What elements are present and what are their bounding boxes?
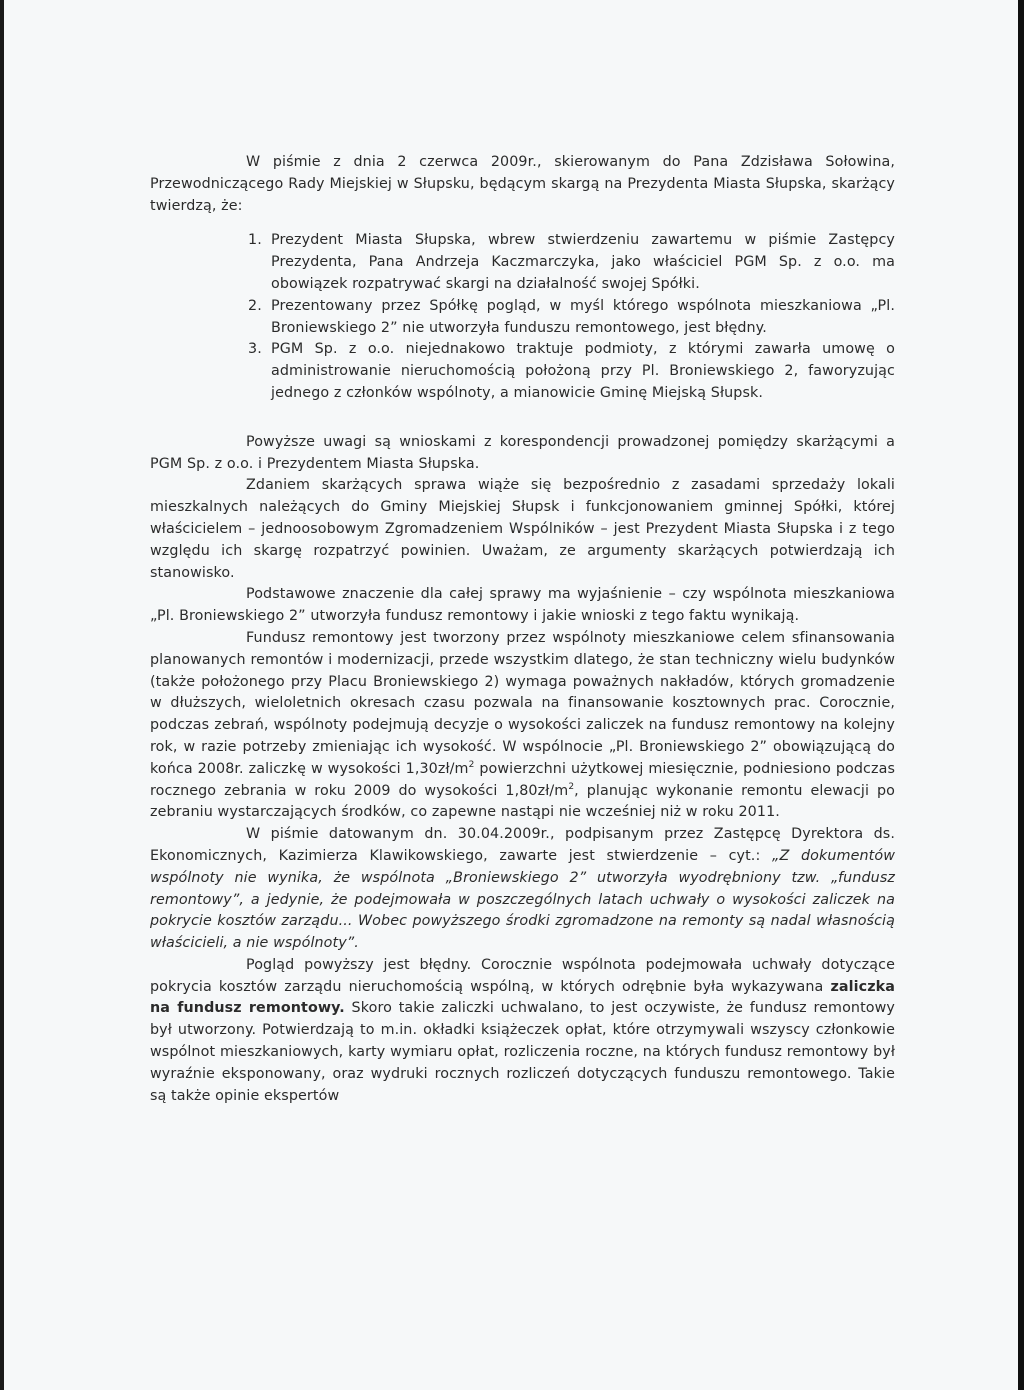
- paragraph-uwagi: Powyższe uwagi są wnioskami z korespondencji prowadzonej pomiędzy skarżącymi a PGM Sp. z o.o. i Prezydentem Miasta Słupska.: [150, 433, 895, 472]
- paragraph-podstawowe: Podstawowe znaczenie dla całej sprawy ma wyjaśnienie – czy wspólnota mieszkaniowa „Pl. Broniewskiego 2” utworzyła fundusz remontowy i jakie wnioski z tego faktu wynikają.: [150, 586, 895, 625]
- superscript-2: 2: [468, 759, 475, 770]
- scan-edge-right: [1018, 0, 1024, 1390]
- fundusz-text-3: , planując wykonanie remontu elewacji po zebraniu wystarczających środków, co zapewne nastąpi nie wcześniej niż w roku 2011.: [150, 782, 895, 821]
- superscript-2: 2: [568, 781, 575, 792]
- list-item: [150, 296, 895, 340]
- list-item: [150, 230, 895, 295]
- paragraph-fundusz: [150, 628, 895, 824]
- list-item-text: Prezydent Miasta Słupska, wbrew stwierdzeniu zawartemu w piśmie Zastępcy Prezydenta, Pana Andrzeja Kaczmarczyka, jako właściciel PGM Sp. z o.o. ma obowiązek rozpatrywać skargi na działalność swojej Spółki.: [271, 232, 895, 292]
- intro-paragraph: W piśmie z dnia 2 czerwca 2009r., skierowanym do Pana Zdzisława Sołowina, Przewodniczącego Rady Miejskiej w Słupsku, będącym skargą na Prezydenta Miasta Słupska, skarżący twierdzą, że:: [150, 154, 895, 214]
- list-item: [150, 339, 895, 404]
- pismie-text: W piśmie datowanym dn. 30.04.2009r., podpisanym przez Zastępcę Dyrektora ds. Ekonomicznych, Kazimierza Klawikowskiego, zawarte jest stwierdzenie – cyt.:: [150, 826, 895, 864]
- poglad-text-1: Pogląd powyższy jest błędny. Corocznie wspólnota podejmowała uchwały dotyczące pokrycia kosztów zarządu nieruchomością wspólną, w których odrębnie była wykazywana: [150, 956, 895, 995]
- pismie-quote: „Z dokumentów wspólnoty nie wynika, że wspólnota „Broniewskiego 2” utworzyła wyodrębniony tzw. „fundusz remontowy”, a jedynie, że podejmowała w poszczególnych latach uchwały o wysokości zaliczek na pokrycie kosztów zarządu... Wobec powyższego środki zgromadzone na remonty są nadal własnością właścicieli, a nie wspólnoty”.: [150, 847, 895, 952]
- fundusz-text-2: powierzchni użytkowej miesięcznie, podniesiono podczas rocznego zebrania w roku 2009 do wysokości 1,80zł/m: [150, 760, 895, 799]
- paragraph-zdaniem: Zdaniem skarżących sprawa wiąże się bezpośrednio z zasadami sprzedaży lokali mieszkalnych należących do Gminy Miejskiej Słupsk i funkcjonowaniem gminnej Spółki, której właścicielem – jednoosobowym Zgromadzeniem Wspólników – jest Prezydent Miasta Słupska i z tego względu ich skargę rozpatrzyć powinien. Uważam, ze argumenty skarżących potwierdzają ich stanowisko.: [150, 477, 895, 581]
- list-item-text: PGM Sp. z o.o. niejednakowo traktuje podmioty, z którymi zawarła umowę o administrowanie nieruchomością położoną przy Pl. Broniewskiego 2, faworyzując jednego z członków wspólnoty, a mianowicie Gminę Miejską Słupsk.: [271, 341, 895, 401]
- paragraph-pismie: [150, 824, 895, 955]
- paragraph-poglad: [150, 955, 895, 1108]
- list-item-number: 1.: [248, 232, 262, 249]
- scan-edge-left: [0, 0, 4, 1390]
- list-item-number: 3.: [248, 341, 262, 358]
- list-item-text: Prezentowany przez Spółkę pogląd, w myśl którego wspólnota mieszkaniowa „Pl. Broniewskiego 2” nie utworzyła funduszu remontowego, jest błędny.: [271, 297, 895, 336]
- claims-list: [150, 230, 895, 404]
- list-item-number: 2.: [248, 297, 262, 314]
- document-body: [150, 152, 895, 1107]
- fundusz-text-1: Fundusz remontowy jest tworzony przez wspólnoty mieszkaniowe celem sfinansowania planowanych remontów i modernizacji, przede wszystkim dlatego, że stan techniczny wielu budynków (także położonego przy Placu Broniewskiego 2) wymaga poważnych nakładów, których gromadzenie w dłuższych, wieloletnich okresach czasu pozwala na finansowanie kosztownych prac. Corocznie, podczas zebrań, wspólnoty podejmują decyzje o wysokości zaliczek na fundusz remontowy na kolejny rok, w razie potrzeby zmieniając ich wysokość. W wspólnocie „Pl. Broniewskiego 2” obowiązującą do końca 2008r. zaliczkę w wysokości 1,30zł/m: [150, 629, 895, 777]
- poglad-text-2: Skoro takie zaliczki uchwalano, to jest oczywiste, że fundusz remontowy był utworzony. Potwierdzają to m.in. okładki książeczek opłat, które otrzymywali wszyscy członkowie wspólnot mieszkaniowych, karty wymiaru opłat, rozliczenia roczne, na których fundusz remontowy był wyraźnie eksponowany, oraz wydruki rocznych rozliczeń dotyczących funduszu remontowego. Takie są także opinie ekspertów: [150, 1000, 895, 1104]
- poglad-bold: zaliczka na fundusz remontowy.: [150, 978, 895, 1017]
